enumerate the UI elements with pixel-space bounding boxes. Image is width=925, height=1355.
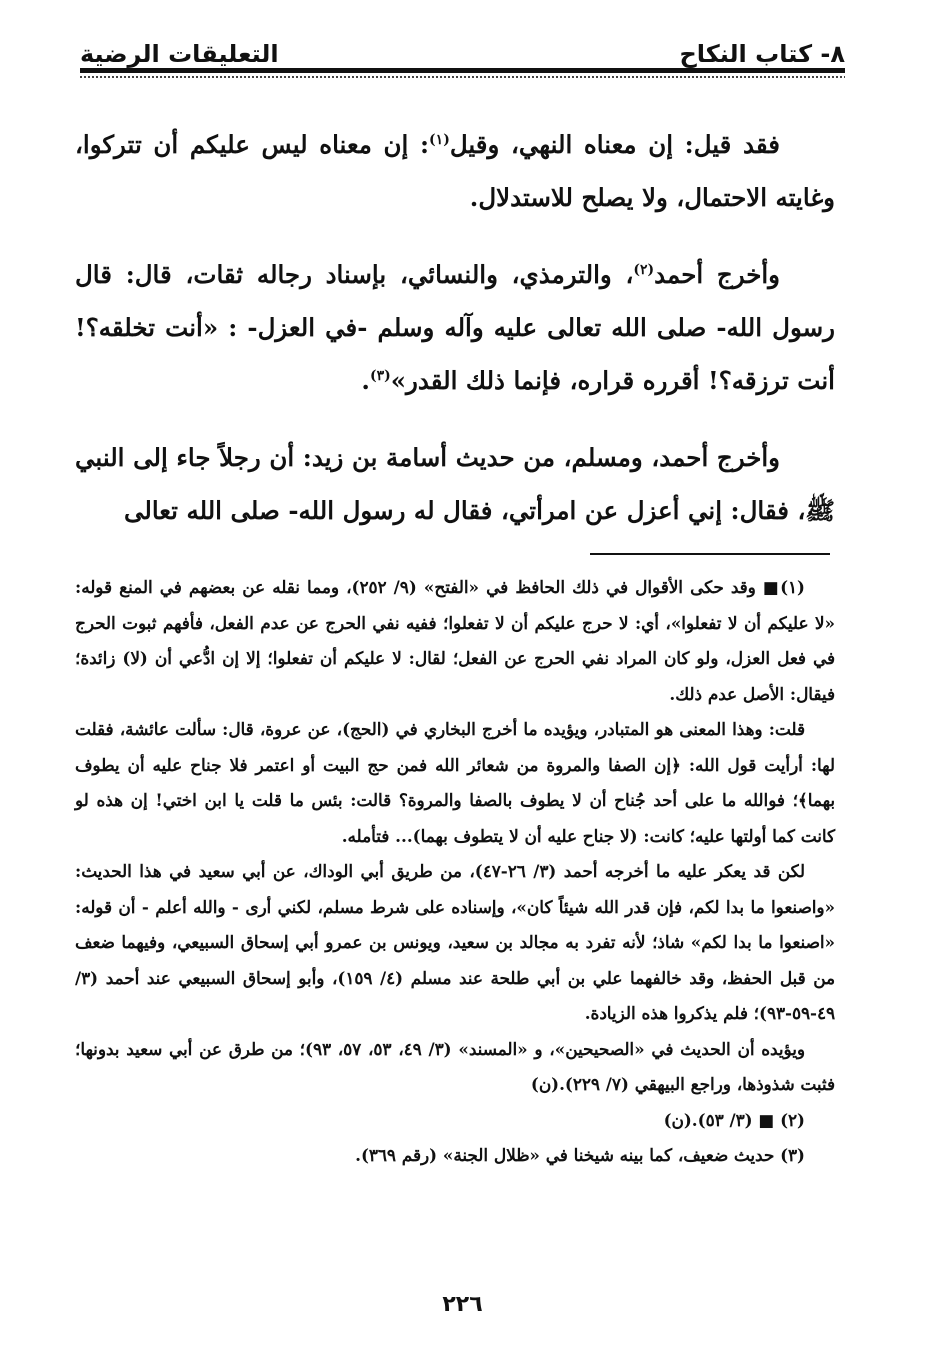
footnotes [75,570,835,1174]
chapter-title: ٨- كتاب النكاح [679,40,845,68]
footnote-2: (٢) ■ (٣/ ٥٣).(ن) [663,1109,805,1130]
footnote-ref-2: (٢) [633,261,655,278]
paragraph-1-text-a: فقد قيل: إن معناه النهي، وقيل [449,130,780,159]
paragraph-2-text-a: وأخرج أحمد [654,260,781,289]
header-rule [80,68,845,73]
paragraph-3: وأخرج أحمد، ومسلم، من حديث أسامة بن زيد: أن رجلاً جاء إلى النبي ﷺ، فقال: إني أعزل عن امرأتي، فقال له رسول الله- صلى الله تعالى [75,443,835,525]
paragraph-2-text-b: ، والترمذي، والنسائي، بإسناد رجاله ثقات، قال: قال رسول الله- صلى الله تعالى عليه وآله وسلم -في العزل- : «أنت تخلقه؟! أنت ترزقه؟! أقرره قراره، فإنما ذلك القدر» [75,260,835,395]
book-title: التعليقات الرضية [80,40,279,68]
paragraph-1 [75,118,835,224]
footnote-ref-3: (٣) [369,367,391,384]
footnote-separator [590,553,830,555]
footnote-ref-1: (١) [429,131,450,148]
header-dotted-rule [80,76,845,78]
paragraph-2 [75,248,835,407]
paragraph-2-text-c: . [361,366,370,395]
footnote-1-part-1: (١)■ وقد حكى الأقوال في ذلك الحافظ في «الفتح» (٩/ ٢٥٢)، ومما نقله عن بعضهم في المنع قوله: «لا عليكم أن لا تفعلوا»، أي: لا حرج عليكم أن لا تفعلوا؛ ففيه نفي الحرج عن عدم الفعل، فأفهم ثبوت الحرج في فعل العزل، ولو كان المراد نفي الحرج عن الفعل؛ لقال: لا عليكم أن تفعلوا؛ إلا إن ادُّعي أن (لا) زائدة؛ فيقال: الأصل عدم ذلك. [75,577,835,704]
footnote-1-part-2: قلت: وهذا المعنى هو المتبادر، ويؤيده ما أخرج البخاري في (الحج)، عن عروة، قال: سألت عائشة، فقلت لها: أرأيت قول الله: ﴿إن الصفا والمروة من شعائر الله فمن حج البيت أو اعتمر فلا جناح عليه أن يطوف بهما﴾؛ فوالله ما على أحد جُناح أن لا يطوف بالصفا والمروة؟ قالت: بئس ما قلت يا ابن اختي! إن هذه لو كانت كما أولتها عليه؛ كانت: (لا جناح عليه أن لا يتطوف بهما)... فتأمله. [75,719,835,846]
main-text [75,118,835,561]
footnote-1-part-4: ويؤيده أن الحديث في «الصحيحين»، و «المسند» (٣/ ٤٩، ٥٣، ٥٧، ٩٣)؛ من طرق عن أبي سعيد بدونها؛ فثبت شذوذها، وراجع البيهقي (٧/ ٢٢٩).(ن) [75,1038,835,1094]
paragraph-1-text-b: : إن معناه ليس عليكم أن تتركوا، وغايته الاحتمال، ولا يصلح للاستدلال. [75,130,835,212]
footnote-1-part-3: لكن قد يعكر عليه ما أخرجه أحمد (٣/ ٢٦-٤٧)، من طريق أبي الوداك، عن أبي سعيد في هذا الحديث: «واصنعوا ما بدا لكم، فإن قدر الله شيئاً كان»، وإسناده على شرط مسلم، لكني أرى - والله أعلم - أن قوله: «اصنعوا ما بدا لكم» شاذ؛ لأنه تفرد به مجالد بن سعيد، ويونس بن عمرو أبي إسحاق السبيعي، وفيهما ضعف من قبل الحفظ، وقد خالفهما علي بن أبي طلحة عند مسلم (٤/ ١٥٩)، وأبو إسحاق السبيعي عند أحمد (٣/ ٤٩-٥٩-٩٣)؛ فلم يذكروا هذه الزيادة. [75,861,835,1023]
page-header [80,28,845,68]
footnote-3: (٣) حديث ضعيف، كما بينه شيخنا في «ظلال الجنة» (رقم ٣٦٩). [355,1145,805,1165]
page-number: ٢٢٦ [442,1292,483,1317]
